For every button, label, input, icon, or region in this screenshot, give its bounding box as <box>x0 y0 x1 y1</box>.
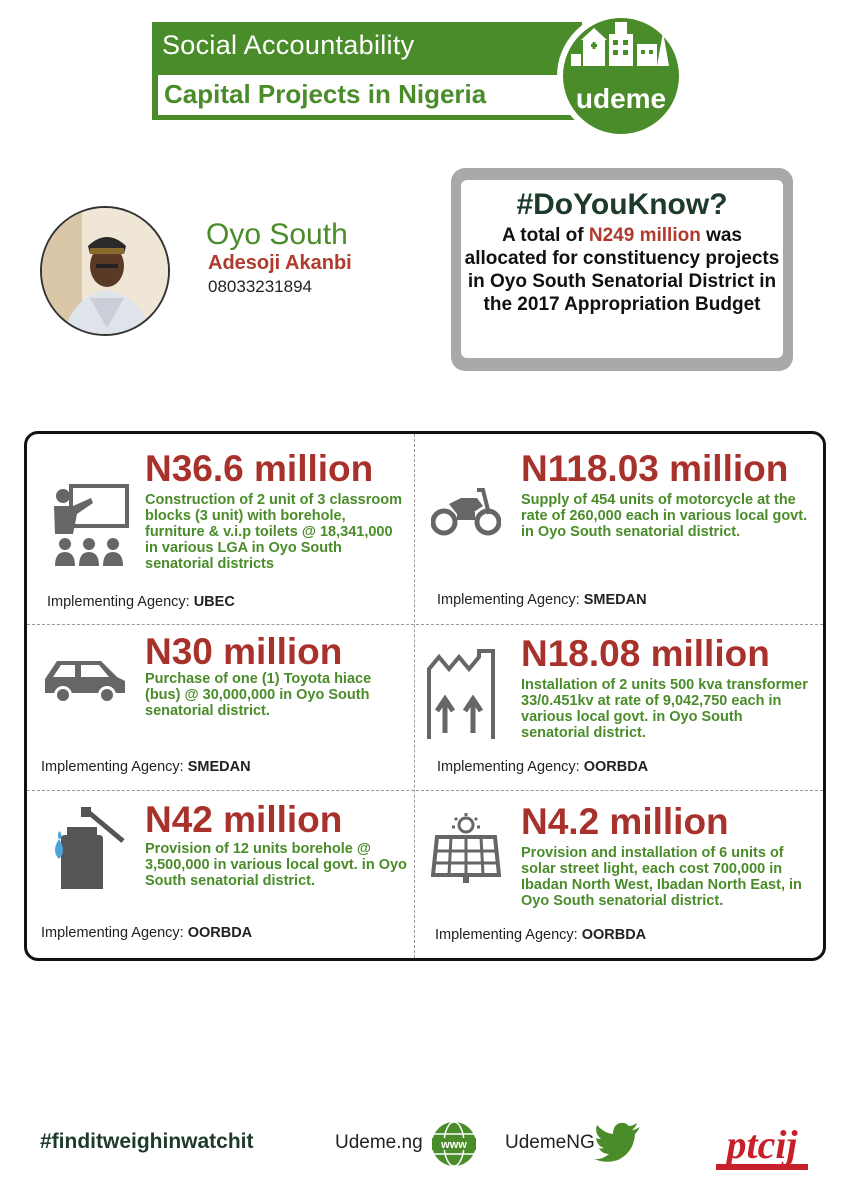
agency-name: UBEC <box>193 594 235 610</box>
project-agency <box>41 759 251 775</box>
ptcij-logo-text: ptcij <box>726 1122 798 1167</box>
agency-label: Implementing Agency: <box>41 759 184 775</box>
header-title-line2: Capital Projects in Nigeria <box>164 79 487 109</box>
ptcij-logo <box>712 1112 812 1176</box>
project-agency <box>47 594 235 610</box>
did-you-know-text <box>461 224 783 316</box>
header-title-line1: Social Accountability <box>162 30 415 60</box>
project-amount: N118.03 million <box>521 448 789 489</box>
project-amount: N30 million <box>145 631 343 672</box>
dyk-text-before: A total of <box>501 225 589 246</box>
header-banner <box>152 22 582 120</box>
project-amount: N18.08 million <box>521 633 770 674</box>
agency-name: OORBDA <box>187 925 253 941</box>
transformer-icon <box>425 649 501 741</box>
project-amount: N4.2 million <box>521 801 729 842</box>
did-you-know-box <box>451 168 793 371</box>
agency-label: Implementing Agency: <box>41 925 184 941</box>
project-amount: N42 million <box>145 799 343 840</box>
project-agency <box>437 759 648 775</box>
project-card <box>27 791 414 959</box>
project-card <box>415 625 823 790</box>
campaign-hashtag[interactable]: #finditweighinwatchit <box>40 1130 254 1153</box>
project-card <box>415 434 823 624</box>
did-you-know-inner <box>461 180 783 358</box>
project-description: Installation of 2 units 500 kva transformer 33/0.451kv at rate of 9,042,750 each in various local govt. in Oyo South senatorial district. <box>521 677 808 741</box>
project-card <box>27 434 414 624</box>
dyk-highlight-amount: N249 million <box>588 225 701 246</box>
globe-icon[interactable] <box>430 1120 478 1168</box>
agency-name: SMEDAN <box>187 759 251 775</box>
constituency-region: Oyo South <box>206 218 348 251</box>
motorcycle-icon <box>431 484 501 536</box>
person-photo-icon <box>42 208 170 336</box>
dyk-text-after: was allocated for constituency projects in Oyo South Senatorial District in the 2017 Appropriation Budget <box>464 225 780 315</box>
classroom-icon <box>51 484 129 566</box>
senator-name: Adesoji Akanbi <box>208 252 352 274</box>
agency-label: Implementing Agency: <box>437 592 580 608</box>
agency-name: OORBDA <box>583 759 649 775</box>
senator-phone[interactable]: 08033231894 <box>208 277 313 296</box>
did-you-know-title: #DoYouKnow? <box>516 188 728 221</box>
solar-panel-icon <box>431 813 501 885</box>
avatar <box>40 206 170 336</box>
project-description: Supply of 454 units of motorcycle at the rate of 260,000 each in various local govt. in Oyo South senatorial district. <box>521 492 808 540</box>
globe-icon-text: www <box>441 1139 467 1151</box>
project-agency <box>437 592 647 608</box>
header-subtitle-box <box>158 75 576 115</box>
project-card <box>27 625 414 790</box>
project-description: Purchase of one (1) Toyota hiace (bus) @ 30,000,000 in Oyo South senatorial district. <box>145 671 372 719</box>
udeme-logo <box>553 10 689 142</box>
project-description: Provision and installation of 6 units of solar street light, each cost 700,000 in Ibadan North West, Ibadan North East, in Oyo South senatorial district. <box>521 845 802 909</box>
twitter-bird-icon[interactable] <box>594 1122 642 1162</box>
agency-label: Implementing Agency: <box>47 594 190 610</box>
project-description: Provision of 12 units borehole @ 3,500,000 in various local govt. in Oyo South senatorial district. <box>145 841 407 889</box>
agency-label: Implementing Agency: <box>437 759 580 775</box>
website-link[interactable]: Udeme.ng <box>335 1132 423 1153</box>
project-agency <box>41 925 252 941</box>
project-description: Construction of 2 unit of 3 classroom blocks (3 unit) with borehole, furniture & v.i.p toilets @ 18,341,000 in various LGA in Oyo South senatorial districts <box>145 492 402 572</box>
project-agency <box>435 927 646 943</box>
twitter-handle[interactable]: UdemeNG <box>505 1132 595 1153</box>
logo-text: udeme <box>575 83 667 114</box>
agency-name: SMEDAN <box>583 592 647 608</box>
projects-grid <box>24 431 826 961</box>
agency-label: Implementing Agency: <box>435 927 578 943</box>
car-icon <box>41 653 129 709</box>
agency-name: OORBDA <box>581 927 647 943</box>
project-amount: N36.6 million <box>145 448 374 489</box>
project-card <box>415 791 823 959</box>
borehole-icon <box>47 803 127 893</box>
